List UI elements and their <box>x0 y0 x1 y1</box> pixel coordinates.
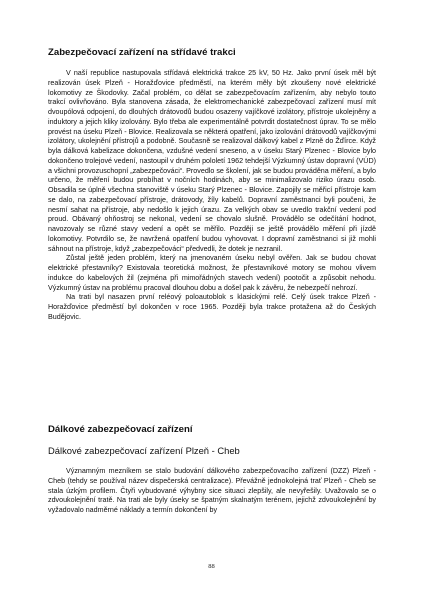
section-heading-remote-interlocking: Dálkové zabezpečovací zařízení <box>48 424 193 435</box>
page-number: 88 <box>208 563 215 570</box>
paragraph: Zůstal ještě jeden problém, který na jmenovaném úseku nebyl ověřen. Jak se budou chovat elektrické přestavníky? Existovala teoretická možnost, že přestavníkové motory se mohou vlivem indukce do kabelových žil (zejména při mimořádných stavech vedení) pootočit a způsobit nehodu. Výzkumný ústav na problému pracoval dlouhou dobu a došel pak k závěru, že nebezpečí nehrozí. <box>48 254 376 292</box>
paragraph: V naší republice nastupovala střídavá elektrická trakce 25 kV, 50 Hz. Jako první úsek měl být realizován úsek Plzeň - Horažďovice předměstí, na kterém měly být zkoušeny nové elektrické lokomotivy ze Škodovky. Začal problém, co dělat se zabezpečovacím zařízením, aby nebylo touto trakcí ovlivňováno. Byla stanovena zásada, že elektromechanické zabezpečovací zařízení musí mít dvoupólová odpojení, do dlouhých drátovodů budou osazeny vajíčkové izolátory, přístroje ukolejněny a induktory a jejich kliky izolovány. Bylo třeba ale experimentálně potvrdit dostatečnost úprav. To se mělo provést na úseku Plzeň - Blovice. Realizovala se některá opatření, jako izolování drátovodů vajíčkovými izolátory, ukolejnění přístrojů a podobně. Současně se realizoval dálkový kabel z Plzně do Žďírce. Když byla dálková kabelizace dokončena, vzdušné vedení sneseno, a v úseku Starý Plzenec - Blovice bylo dokončeno trolejové vedení, nastoupil v druhém pololetí 1962 tehdejší Výzkumný ústav dopravní (VÚD) a všichni provozuschopní „zabezpečováci“. Provedlo se školení, jak se budou prováděna měření, a bylo určeno, že měření budou probíhat v nočních hodinách, aby se minimalizovalo riziko úrazu osob. Obsadila se úplně všechna stanoviště v úseku Starý Plzenec - Blovice. Zapojily se měřicí přístroje kam se dalo, na zabezpečovací přístroje, drátovody, žíly kabelů. Dopravní zaměstnanci byli poučeni, že nesmí sahat na přístroje, aby nedošlo k jejich úrazu. Za velkých obav se uvedlo trakční vedení pod proud. Obávaný ohňostroj se nekonal, vedení se chovalo slušně. Provádělo se odečítání hodnot, navozovaly se různé stavy vedení a opět se měřilo. Později se ještě provádělo měření při jízdě lokomotivy. Potvrdilo se, že navržená opatření budou vyhovovat. I dopravní zaměstnanci si již mohli sáhnout na přístroje, když „zabezpečováci“ předvedli, že dotek je nezranil. <box>48 69 376 253</box>
paragraph: Na trati byl nasazen první reléový poloautoblok s klasickými relé. Celý úsek trakce Plzeň - Horažďovice předměstí byl dokončen v roce 1965. Později byla trakce protažena až do Českých Budějovic. <box>48 293 376 321</box>
section-body-remote-interlocking <box>48 467 376 516</box>
section-heading-ac-traction: Zabezpečovací zařízení na střídavé trakci <box>48 47 236 58</box>
section-body-ac-traction <box>48 69 376 323</box>
subsection-heading-plzen-cheb: Dálkové zabezpečovací zařízení Plzeň - Cheb <box>48 445 240 456</box>
paragraph: Významným mezníkem se stalo budování dálkového zabezpečovacího zařízení (DZZ) Plzeň - Cheb (tehdy se používal název dispečerská centralizace). Převážně jednokolejná trať Plzeň - Cheb se stala úzkým profilem. Čtyři vybudované výhybny sice situaci zlepšily, ale nevyřešily. Uvažovalo se o zdvoukolejnění tratě. Na trati ale byly úseky se špatným skalnatým terénem, jejichž zdvoukolejnění by vyžadovalo nadměrné náklady a termín dokončení by <box>48 467 376 514</box>
